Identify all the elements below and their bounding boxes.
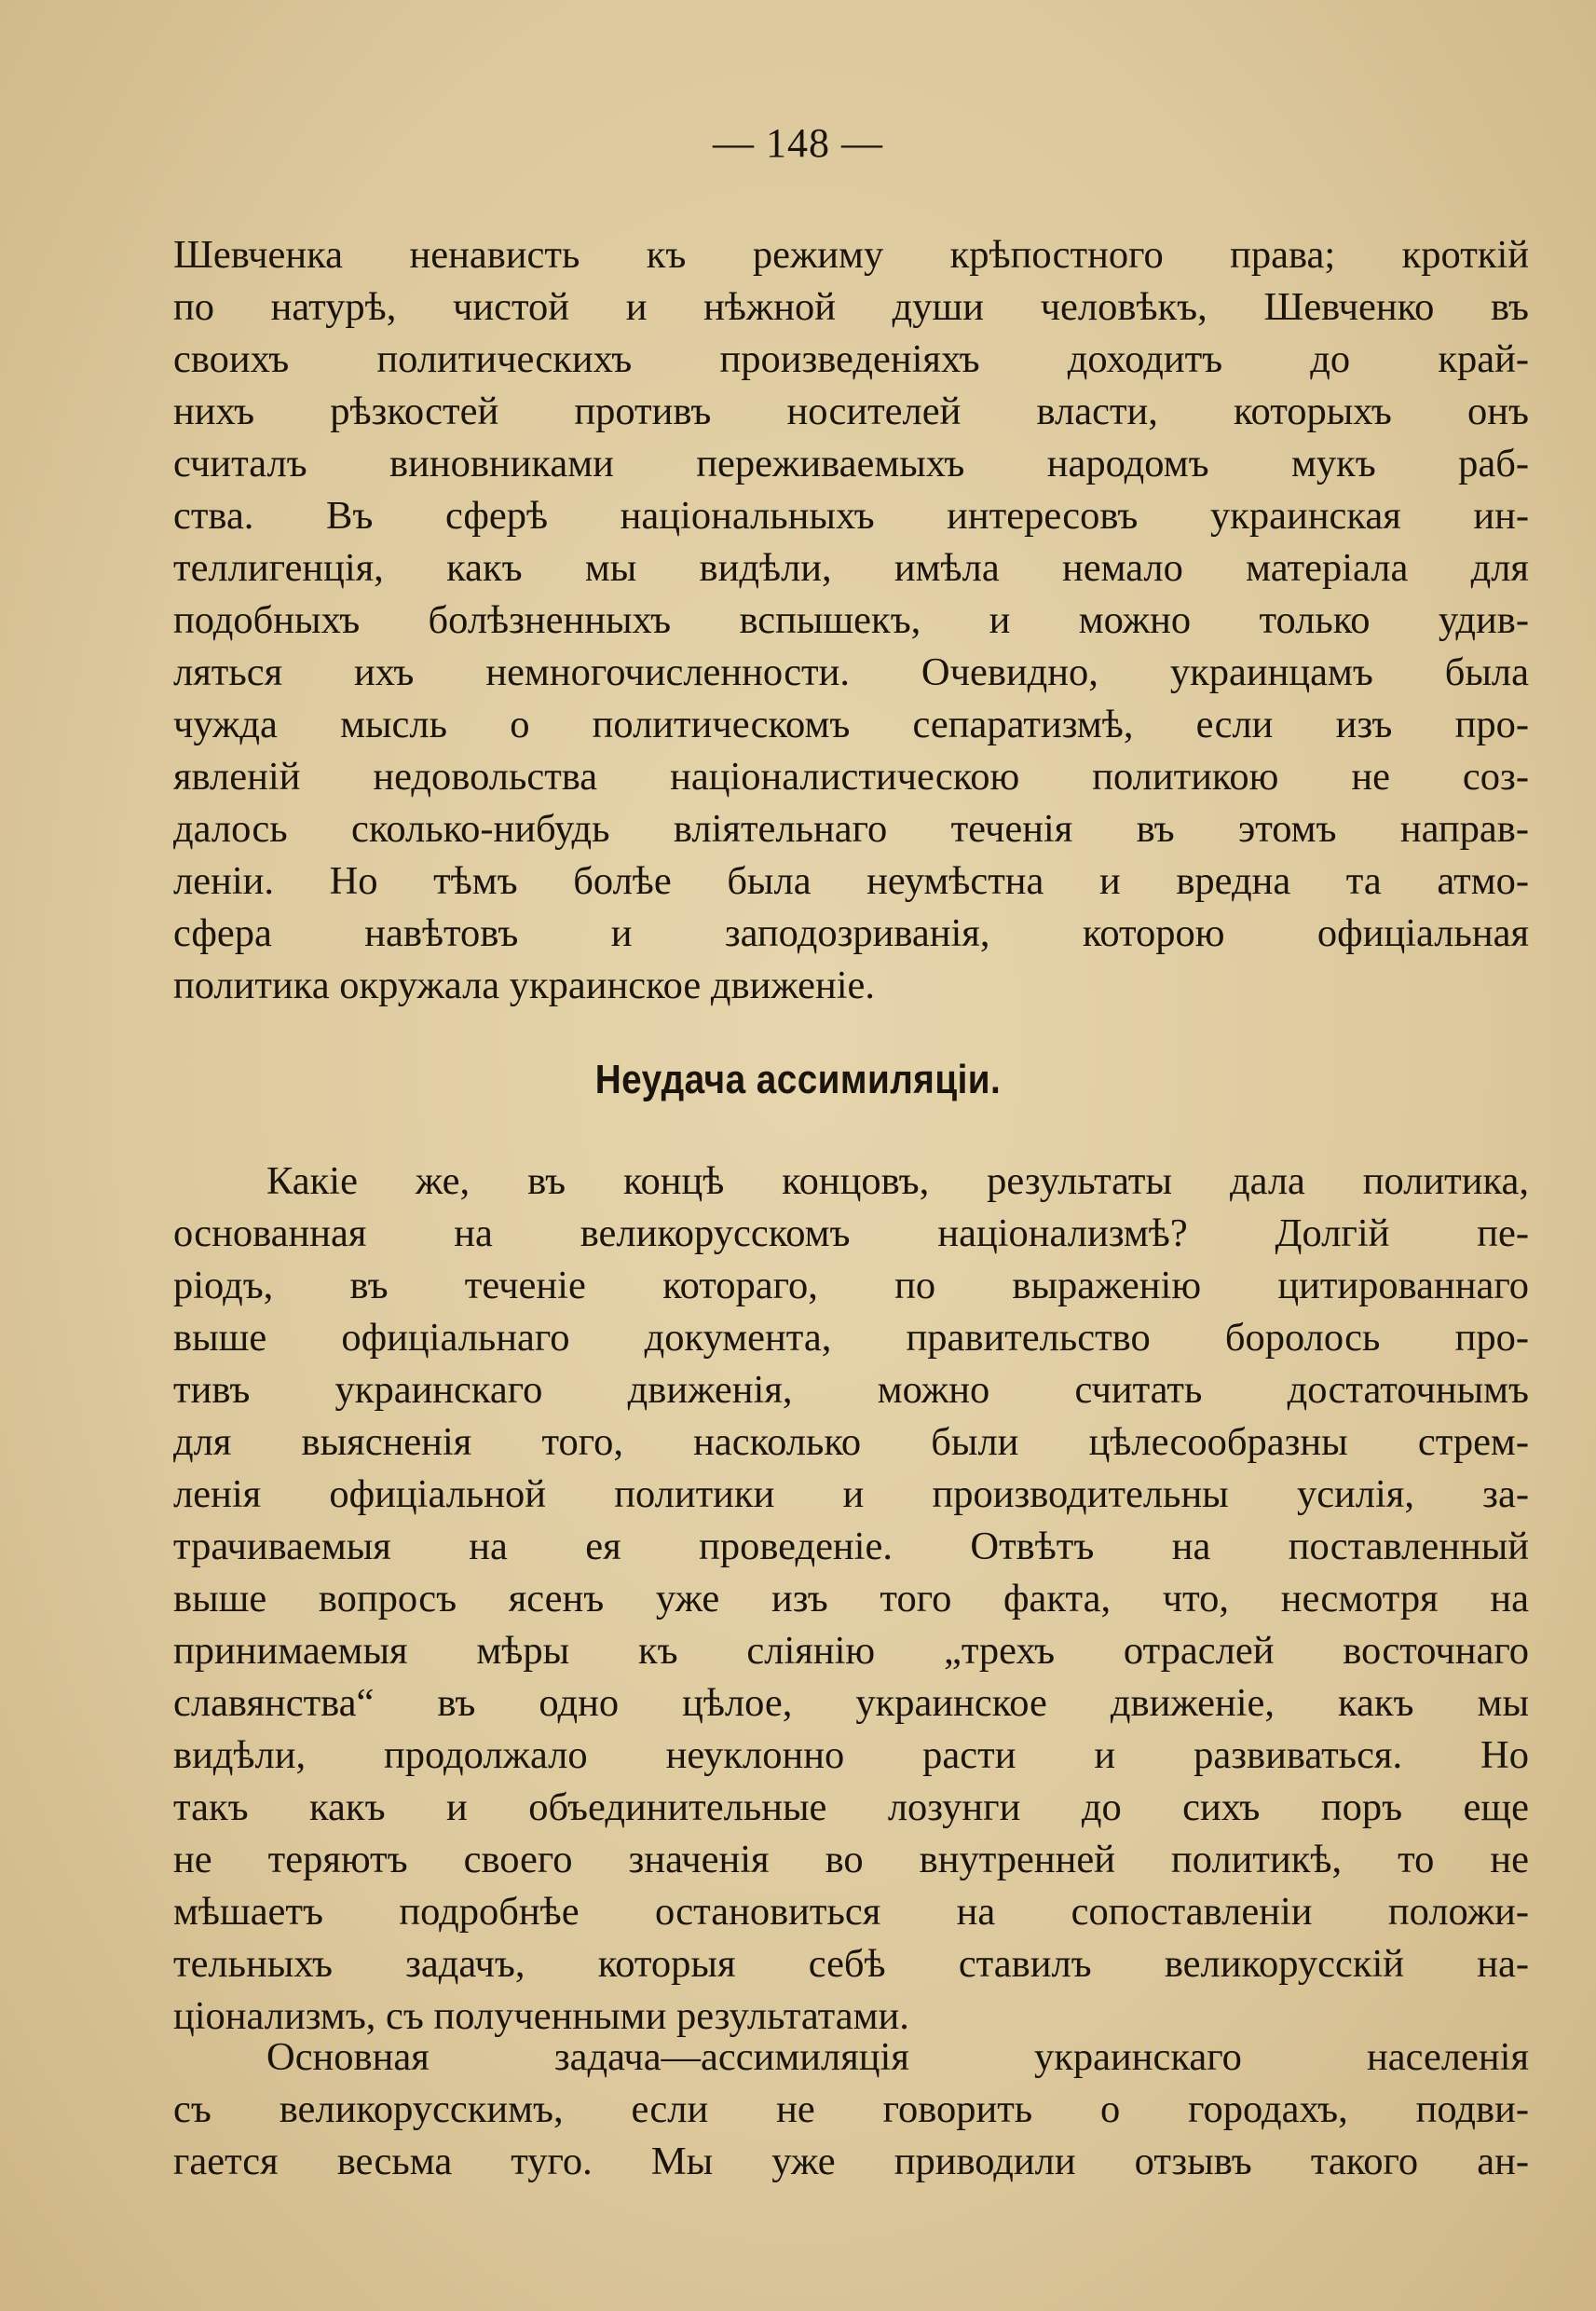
text-line: ціонализмъ, съ полученными результатами. — [173, 1994, 909, 2038]
text-line: не теряютъ своего значенія во внутренней политикѣ, то не — [173, 1838, 1529, 1881]
paragraph-2 — [173, 1156, 1529, 2043]
text-line: съ великорусскимъ, если не говорить о городахъ, подви- — [173, 2087, 1529, 2131]
text-line: выше вопросъ ясенъ уже изъ того факта, что, несмотря на — [173, 1577, 1529, 1620]
text-line: далось сколько-нибудь вліятельнаго теченія въ этомъ направ- — [173, 807, 1529, 851]
text-line: подобныхъ болѣзненныхъ вспышекъ, и можно только удив- — [173, 598, 1529, 642]
text-line: ріодъ, въ теченіе котораго, по выраженію цитированнаго — [173, 1264, 1529, 1307]
text-line: Какіе же, въ концѣ концовъ, результаты дала политика, — [266, 1159, 1529, 1203]
text-line: по натурѣ, чистой и нѣжной души человѣкъ, Шевченко въ — [173, 285, 1529, 329]
paragraph-1 — [173, 229, 1529, 1012]
text-line: нихъ рѣзкостей противъ носителей власти, которыхъ онъ — [173, 390, 1529, 433]
text-line: славянства“ въ одно цѣлое, украинское движеніе, какъ мы — [173, 1681, 1529, 1725]
text-line: трачиваемыя на ея проведеніе. Отвѣтъ на поставленный — [173, 1525, 1529, 1568]
text-line: чужда мысль о политическомъ сепаратизмѣ, если изъ про- — [173, 703, 1529, 746]
text-line: теллигенція, какъ мы видѣли, имѣла немало матеріала для — [173, 546, 1529, 590]
text-line: гается весьма туго. Мы уже приводили отзывъ такого ан- — [173, 2140, 1529, 2183]
text-line: Шевченка ненависть къ режиму крѣпостного права; кроткій — [173, 233, 1529, 277]
text-line: своихъ политическихъ произведеніяхъ доходитъ до край- — [173, 337, 1529, 381]
paragraph-3 — [173, 2031, 1529, 2188]
text-line: для выясненія того, насколько были цѣлесообразны стрем- — [173, 1420, 1529, 1464]
text-line: Основная задача—ассимиляція украинскаго населенія — [266, 2035, 1529, 2079]
text-line: политика окружала украинское движеніе. — [173, 964, 876, 1007]
page-number: — 148 — — [713, 120, 883, 166]
text-line: тельныхъ задачъ, которыя себѣ ставилъ великорусскій на- — [173, 1942, 1529, 1986]
text-line: ляться ихъ немногочисленности. Очевидно, украинцамъ была — [173, 650, 1529, 694]
text-line: ства. Въ сферѣ національныхъ интересовъ украинская ин- — [173, 494, 1529, 538]
text-line: выше офиціальнаго документа, правительство боролось про- — [173, 1316, 1529, 1360]
text-line: сфера навѣтовъ и заподозриванія, которою офиціальная — [173, 911, 1529, 955]
text-line: основанная на великорусскомъ націонализмѣ? Долгій пе- — [173, 1211, 1529, 1255]
text-line: считалъ виновниками переживаемыхъ народомъ мукъ раб- — [173, 442, 1529, 485]
text-line: ленія офиціальной политики и производительны усилія, за- — [173, 1472, 1529, 1516]
text-line: тивъ украинскаго движенія, можно считать достаточнымъ — [173, 1368, 1529, 1412]
text-line: такъ какъ и объединительные лозунги до сихъ поръ еще — [173, 1785, 1529, 1829]
text-line: леніи. Но тѣмъ болѣе была неумѣстна и вредна та атмо- — [173, 859, 1529, 903]
text-line: явленій недовольства націоналистическою политикою не соз- — [173, 755, 1529, 799]
text-line: видѣли, продолжало неуклонно расти и развиваться. Но — [173, 1733, 1529, 1777]
text-line: мѣшаетъ подробнѣе остановиться на сопоставленіи положи- — [173, 1890, 1529, 1934]
text-line: принимаемыя мѣры къ слiянію „трехъ отраслей восточнаго — [173, 1629, 1529, 1673]
section-heading: Неудача ассимиляціи. — [594, 1057, 1002, 1102]
